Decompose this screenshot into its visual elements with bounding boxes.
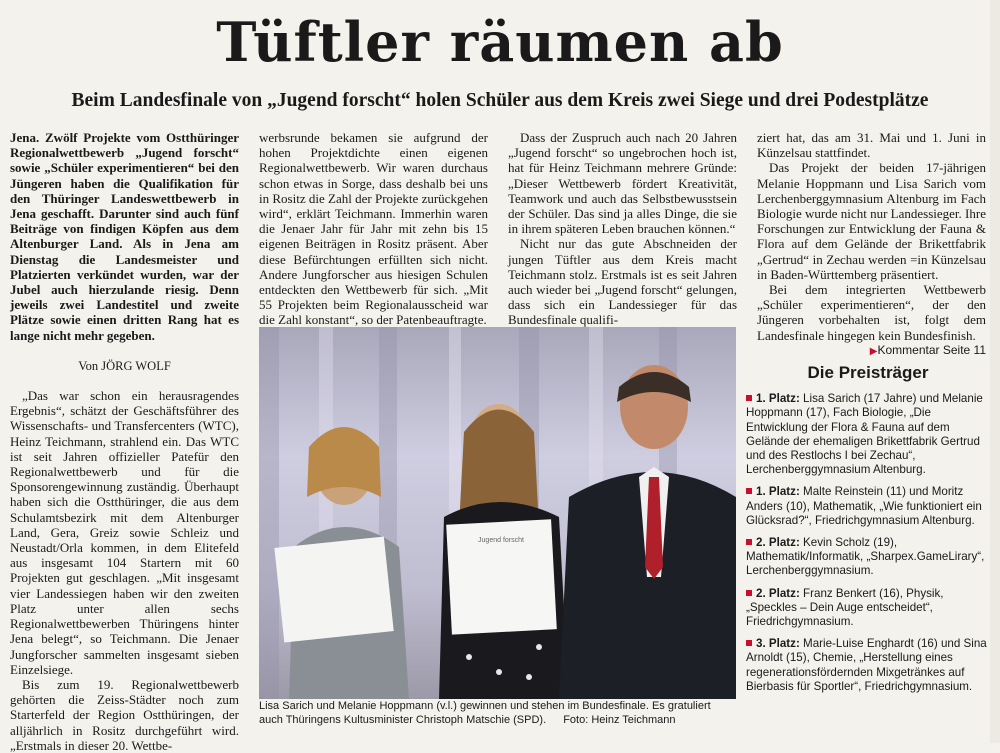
article-column-4 [757, 130, 986, 359]
winner-place: 1. Platz: [756, 392, 800, 406]
article-photo [259, 327, 736, 699]
photo-illustration [259, 327, 736, 699]
winner-item [746, 637, 990, 694]
article-paragraph: Das Projekt der beiden 17-jährigen Melanie Hoppmann und Lisa Sarich vom Lerchenberggymnasium Altenburg im Fach Biologie wurde nicht nur Landessieger. Ihre Forschungen zur Entwicklung der Fauna & Flora auf dem Gelände der Brikettfabrik „Gertrud“ in Zechau werden =in Künzelsau in Baden-Württemberg präsentiert. [757, 160, 986, 282]
byline: Von JÖRG WOLF [78, 358, 171, 373]
bullet-square-icon [746, 590, 752, 596]
photo-credit: Foto: Heinz Teichmann [563, 713, 676, 726]
winner-item [746, 536, 990, 579]
arrow-right-icon: ▶ [869, 345, 878, 357]
winners-title: Die Preisträger [807, 363, 929, 382]
article-paragraph: Bis zum 19. Regionalwettbewerb gehörten die Zeiss-Städter noch zum Starterfeld der Region Ostthüringen, der alljährlich in Rositz durchgeführt wird. „Erstmals in dieser 20. Wettbe- [10, 676, 239, 753]
article-lead: Jena. Zwölf Projekte vom Ostthüringer Regionalwettbewerb „Jugend forscht“ sowie „Schüler experimentieren“ bei den Jüngeren haben die Qualifikation für den Thüringer Landeswettbewerb in Jena geschafft. Darunter sind auch fünf Beiträge von findigen Köpfen aus dem Altenburger Land. Als in Jena am Dienstag die Landesmeister und Platzierten verkündet wurden, war der Jubel auch hierzulande riesig. Denn jeweils zwei Landestitel und zweite Plätze sowie einen dritten Rang hat es lange nicht mehr gegeben. [10, 130, 239, 343]
winner-text: Malte Reinstein (11) und Moritz Anders (10), Mathematik, „Wie funktioniert ein Glücksrad?“, Friedrichgymnasium Altenburg. [746, 485, 982, 527]
certificate-left [274, 537, 393, 643]
kommentar-link[interactable]: Kommentar Seite 11 [877, 342, 986, 357]
winner-place: 1. Platz: [756, 485, 800, 499]
winner-text: Franz Benkert (16), Physik, „Speckles – Dein Auge entscheidet“, Friedrichgymnasium. [746, 586, 944, 629]
winner-text: Marie-Luise Enghardt (16) und Sina Arnoldt (15), Chemie, „Herstellung eines regenerationsfördernden Mixgetränkes auf Bierbasis für Sportler“, Friedrichgymnasium. [746, 637, 987, 693]
article-paragraph: ziert hat, das am 31. Mai und 1. Juni in Künzelsau stattfindet. [757, 130, 986, 161]
person-right [559, 365, 736, 699]
page-edge [990, 0, 1000, 743]
winner-place: 3. Platz: [756, 637, 800, 651]
winner-text: Lisa Sarich (17 Jahre) und Melanie Hoppmann (17), Fach Biologie, „Die Entwicklung der Flora & Fauna auf dem Gelände der ehemaligen Brikettfabrik Gertrud und des Restlochs I bei Zechau“, Lerchenberggymnasium Altenburg. [746, 392, 983, 477]
certificate-label: Jugend forscht [478, 537, 524, 544]
caption-text: Lisa Sarich und Melanie Hoppmann (v.l.) gewinnen und stehen im Bundesfinale. Es gratuliert auch Thüringens Kultusminister Christoph Matschie (SPD). [259, 700, 711, 726]
bullet-square-icon [746, 395, 752, 401]
article-paragraph: werbsrunde bekamen sie aufgrund der hohen Projektdichte einen eigenen Regionalwettbewerb. Wir waren durchaus schon etwas in Sorge, dass deshalb bei uns in Rositz die Zahl der Projekte zurückgehen wird“, erklärt Teichmann. Immerhin waren die Jenaer Jahr für Jahr mit zehn bis 15 eigenen Beiträgen in Rositz präsent. Aber diese Befürchtungen erfüllten sich nicht. Andere Jungforscher aus hiesigen Schulen entdeckten den Wettbewerb für sich. „Mit 55 Projekten beim Regionalausscheid war die Zahl konstant“, so der Patenbeauftragte. [259, 130, 488, 328]
photo-caption [259, 700, 736, 727]
kommentar-reference[interactable] [757, 343, 986, 359]
article-paragraph: Dass der Zuspruch auch nach 20 Jahren „Jugend forscht“ so ungebrochen hoch ist, hat für Heinz Teichmann mehrere Gründe: „Dieser Wettbewerb fördert Kreativität, Teamwork und auch das Selbstbewusstsein der Schüler. Das sind ja alles Dinge, die sie in ihrem späteren Leben brauchen können.“ [508, 130, 737, 237]
winner-text: Kevin Scholz (19), Mathematik/Informatik, „Sharpex.GameLirary“, Lerchenberggymnasium. [746, 536, 985, 578]
article-paragraph: Bei dem integrierten Wettbewerb „Schüler experimentieren“, der den Jüngeren vorbehalten ist, folgt dem Landesfinale hingegen kein Bundesfinish. [757, 282, 986, 343]
article-column-1 [10, 130, 239, 753]
article-paragraph: Nicht nur das gute Abschneiden der jungen Tüftler aus dem Kreis macht Teichmann stolz. Erstmals ist es seit Jahren auch wieder bei „Jugend forscht“ gelungen, dass sich ein Landessieger für das Bundesfinale qualifi- [508, 236, 737, 328]
winner-item [746, 392, 990, 477]
article-column-2 [259, 130, 488, 328]
article-column-3 [508, 130, 737, 328]
winner-item [746, 587, 990, 630]
winner-place: 2. Platz: [756, 586, 800, 600]
certificate-middle [446, 519, 557, 634]
headline: Tüftler räumen ab [216, 10, 784, 74]
winner-place: 2. Platz: [756, 536, 800, 550]
subheadline: Beim Landesfinale von „Jugend forscht“ holen Schüler aus dem Kreis zwei Siege und drei Podestplätze [71, 90, 929, 111]
bullet-square-icon [746, 488, 752, 494]
article-paragraph: „Das war schon ein herausragendes Ergebnis“, schätzt der Geschäftsführer des Wissenschafts- und Transfercenters (WTC), Heinz Teichmann, strahlend ein. Das WTC ist seit Jahren offizieller Patefür den Regionalwettbewerb und für die Sponsorengewinnung zuständig. Überhaupt haben sich die Ostthüringer, die aus dem Schulamtsbezirk mit dem Altenburger Land, Gera, Greiz sowie Schleiz und Neustadt/Orla kommen, in dem Elitefeld aus insgesamt 104 Startern mit 60 Projekten gut geschlagen. „Mit insgesamt vier Landessiegen haben wir den zweiten Platz unter allen sechs Regionalwettbewerben Thüringens hinter Jena belegt“, so Teichmann. Die Jenaer Jungforscher sammelten insgesamt sieben Einzelsiege. [10, 388, 239, 677]
winner-item [746, 485, 990, 528]
bullet-square-icon [746, 640, 752, 646]
bullet-square-icon [746, 539, 752, 545]
winners-box [746, 363, 990, 702]
